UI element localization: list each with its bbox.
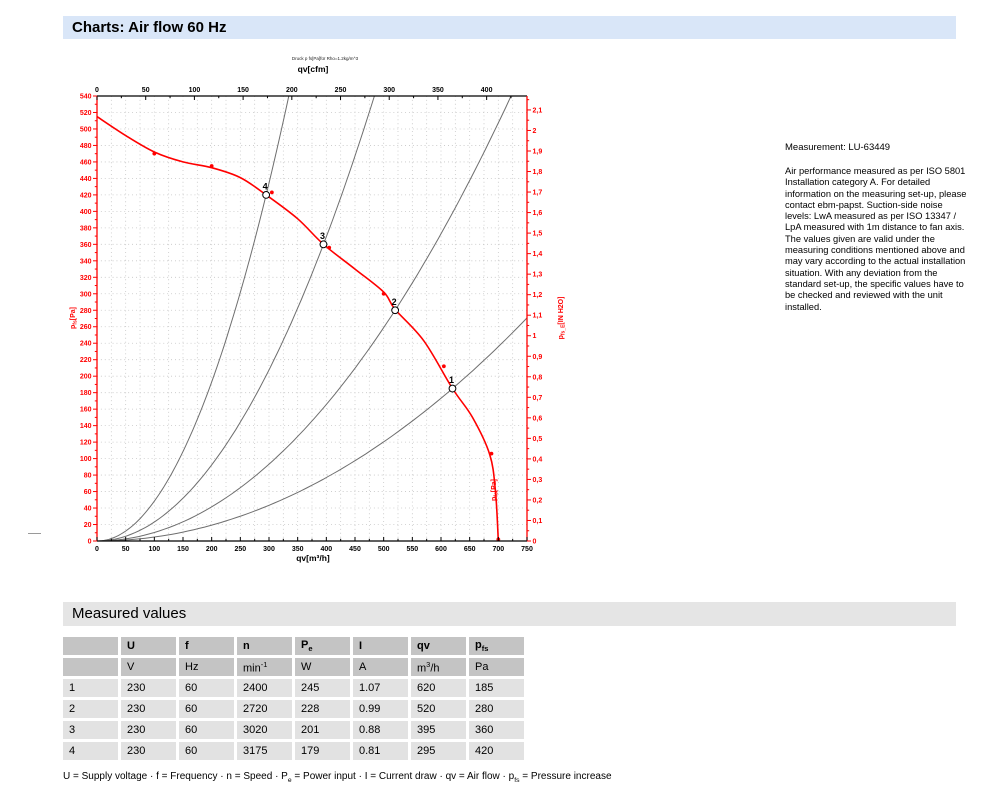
unit-cell: $\min^{-1}$ [237, 658, 292, 676]
unit-cell: W [295, 658, 350, 676]
svg-text:2: 2 [532, 127, 537, 135]
svg-text:0,5: 0,5 [532, 435, 543, 443]
svg-text:500: 500 [377, 546, 390, 553]
column-header [63, 637, 118, 655]
table-row [63, 742, 524, 760]
svg-text:360: 360 [79, 241, 92, 249]
operating-point-marker [263, 191, 270, 198]
measured-values-title: Measured values [72, 605, 187, 622]
unit-cell: V [121, 658, 176, 676]
svg-text:320: 320 [79, 274, 92, 282]
svg-text:0: 0 [532, 538, 537, 546]
chart-axes [80, 87, 543, 553]
table-row [63, 700, 524, 718]
svg-text:400: 400 [320, 546, 333, 553]
svg-text:2,1: 2,1 [532, 107, 543, 115]
svg-text:1,7: 1,7 [532, 189, 543, 197]
svg-text:140: 140 [79, 423, 92, 431]
svg-text:60: 60 [83, 489, 92, 497]
value-cell: 1.07 [353, 679, 408, 697]
svg-text:450: 450 [349, 546, 361, 553]
svg-text:0,7: 0,7 [532, 394, 543, 402]
value-cell: 2400 [237, 679, 292, 697]
value-cell: 295 [411, 742, 466, 760]
column-header: I [353, 637, 408, 655]
svg-text:50: 50 [121, 546, 130, 553]
svg-text:400: 400 [79, 208, 92, 216]
table-header-row [63, 637, 524, 655]
svg-text:250: 250 [334, 87, 347, 94]
svg-text:1,9: 1,9 [532, 148, 543, 156]
svg-text:40: 40 [83, 505, 92, 513]
page-title-bar [63, 16, 956, 39]
chart-titles [70, 56, 567, 563]
operating-point-marker [320, 241, 327, 248]
svg-text:120: 120 [79, 439, 92, 447]
value-cell: 0.99 [353, 700, 408, 718]
svg-text:20: 20 [83, 522, 92, 530]
svg-text:1,6: 1,6 [532, 210, 543, 218]
svg-text:520: 520 [79, 109, 92, 117]
svg-text:460: 460 [79, 159, 92, 167]
operating-point-marker [392, 307, 399, 314]
table-row [63, 721, 524, 739]
value-cell: 520 [411, 700, 466, 718]
value-cell: 60 [179, 679, 234, 697]
svg-text:0,9: 0,9 [532, 353, 543, 361]
value-cell: 0.81 [353, 742, 408, 760]
svg-text:300: 300 [79, 291, 92, 299]
svg-text:0,4: 0,4 [532, 456, 543, 464]
svg-text:250: 250 [234, 546, 247, 553]
svg-text:150: 150 [177, 546, 189, 553]
value-cell: 395 [411, 721, 466, 739]
svg-text:0,8: 0,8 [532, 374, 543, 382]
value-cell: 3 [63, 721, 118, 739]
value-cell: 3020 [237, 721, 292, 739]
measured-dot [270, 191, 274, 195]
measured-dot [490, 452, 494, 456]
svg-text:200: 200 [79, 373, 92, 381]
svg-text:350: 350 [432, 87, 444, 94]
svg-text:550: 550 [406, 546, 419, 553]
operating-point-marker [449, 385, 456, 392]
svg-text:1,1: 1,1 [532, 312, 543, 320]
density-note: Druck p fs[Pa]für Rho=1.2kg/m^3 [291, 56, 359, 61]
svg-text:500: 500 [79, 126, 92, 134]
measurement-id: Measurement: LU-63449 [785, 142, 891, 153]
svg-text:0: 0 [95, 546, 99, 553]
measurement-note: Air performance measured as per ISO 5801 Installation category A. For detailed information on the measuring set-up, please contact ebm-papst. Suction-side noise levels: LwA measured as per ISO 13347 / LpA measured with 1m distance to fan axis. The values given are valid under the measuring conditions mentioned above and may vary according to the actual installation situation. With any deviation from the standard set-up, the specific values have to be checked and reviewed with the unit installed. [785, 166, 967, 312]
unit-cell [63, 658, 118, 676]
svg-text:1,3: 1,3 [532, 271, 543, 279]
svg-text:480: 480 [79, 142, 92, 150]
value-cell: 420 [469, 742, 524, 760]
legend-text: U = Supply voltage · f = Frequency · n = Speed · $P_e$ = Power input · I = Current draw · qv = Air flow · $p_{fs}$ = Pressure increase [63, 771, 612, 784]
svg-text:100: 100 [188, 87, 201, 94]
svg-text:700: 700 [492, 546, 505, 553]
svg-text:0: 0 [87, 538, 92, 546]
margin-dash [28, 533, 41, 534]
svg-text:100: 100 [148, 546, 161, 553]
value-cell: 185 [469, 679, 524, 697]
operating-point-number: 3 [319, 230, 325, 241]
measured-values-table [60, 634, 527, 763]
chart-grid [97, 96, 527, 541]
inplot-curve-label: $p_{fs}[Pa]$ [491, 479, 500, 501]
value-cell: 230 [121, 679, 176, 697]
svg-text:0: 0 [95, 87, 99, 94]
svg-text:350: 350 [291, 546, 304, 553]
svg-text:1,2: 1,2 [532, 292, 543, 300]
value-cell: 60 [179, 742, 234, 760]
unit-cell: Hz [179, 658, 234, 676]
top-axis-title: qv[cfm] [297, 64, 329, 74]
svg-text:1,5: 1,5 [532, 230, 543, 238]
svg-text:220: 220 [79, 357, 92, 365]
svg-text:440: 440 [79, 175, 92, 183]
unit-cell: $m^3/h$ [411, 658, 466, 676]
value-cell: 1 [63, 679, 118, 697]
value-cell: 179 [295, 742, 350, 760]
bottom-axis-title: qv[m³/h] [296, 553, 330, 563]
value-cell: 2 [63, 700, 118, 718]
svg-text:260: 260 [79, 324, 92, 332]
svg-text:380: 380 [79, 225, 92, 233]
value-cell: 245 [295, 679, 350, 697]
svg-text:750: 750 [521, 546, 533, 553]
measured-dot [152, 152, 156, 156]
value-cell: 228 [295, 700, 350, 718]
measured-values-bar [63, 602, 956, 626]
svg-text:80: 80 [83, 472, 92, 480]
operating-point-number: 2 [391, 296, 397, 307]
svg-text:100: 100 [79, 456, 92, 464]
svg-text:160: 160 [79, 406, 92, 414]
value-cell: 201 [295, 721, 350, 739]
value-cell: 60 [179, 721, 234, 739]
table-units-row [63, 658, 524, 676]
value-cell: 3175 [237, 742, 292, 760]
svg-text:200: 200 [205, 546, 218, 553]
svg-text:200: 200 [285, 87, 298, 94]
svg-text:150: 150 [237, 87, 249, 94]
column-header: n [237, 637, 292, 655]
value-cell: 360 [469, 721, 524, 739]
airflow-chart [30, 50, 602, 572]
value-cell: 230 [121, 700, 176, 718]
svg-text:180: 180 [79, 390, 92, 398]
column-header: $p_{fs}$ [469, 637, 524, 655]
svg-text:540: 540 [79, 93, 92, 101]
value-cell: 60 [179, 700, 234, 718]
column-header: qv [411, 637, 466, 655]
value-cell: 230 [121, 742, 176, 760]
value-cell: 0.88 [353, 721, 408, 739]
svg-text:0,6: 0,6 [532, 415, 543, 423]
svg-text:300: 300 [383, 87, 396, 94]
measured-dot [210, 164, 214, 168]
operating-point-number: 1 [448, 375, 454, 386]
measured-dot [327, 246, 331, 250]
column-header: U [121, 637, 176, 655]
svg-text:50: 50 [141, 87, 150, 94]
value-cell: 230 [121, 721, 176, 739]
fan-curve [97, 117, 500, 542]
column-header: $P_e$ [295, 637, 350, 655]
unit-cell: Pa [469, 658, 524, 676]
svg-text:420: 420 [79, 192, 92, 200]
svg-text:0,1: 0,1 [532, 517, 543, 525]
measured-dot [382, 292, 386, 296]
svg-text:1: 1 [532, 333, 537, 341]
svg-text:1,4: 1,4 [532, 251, 543, 259]
value-cell: 620 [411, 679, 466, 697]
measured-dot [442, 364, 446, 368]
left-axis-title: $p_{fs}[Pa]$ [70, 307, 79, 329]
svg-text:340: 340 [79, 258, 92, 266]
svg-text:400: 400 [480, 87, 493, 94]
unit-cell: A [353, 658, 408, 676]
svg-text:600: 600 [435, 546, 447, 553]
svg-text:0,3: 0,3 [532, 476, 543, 484]
table-row [63, 679, 524, 697]
svg-text:240: 240 [79, 340, 92, 348]
value-cell: 4 [63, 742, 118, 760]
svg-text:0,2: 0,2 [532, 497, 543, 505]
page-title: Charts: Air flow 60 Hz [72, 19, 227, 36]
operating-point-number: 4 [262, 181, 268, 192]
svg-text:650: 650 [463, 546, 476, 553]
column-header: f [179, 637, 234, 655]
svg-text:1,8: 1,8 [532, 169, 543, 177]
value-cell: 2720 [237, 700, 292, 718]
right-axis-title: $p_{fs\_E}[IN$ H2O] [558, 296, 567, 340]
svg-text:280: 280 [79, 307, 92, 315]
value-cell: 280 [469, 700, 524, 718]
svg-text:300: 300 [263, 546, 275, 553]
